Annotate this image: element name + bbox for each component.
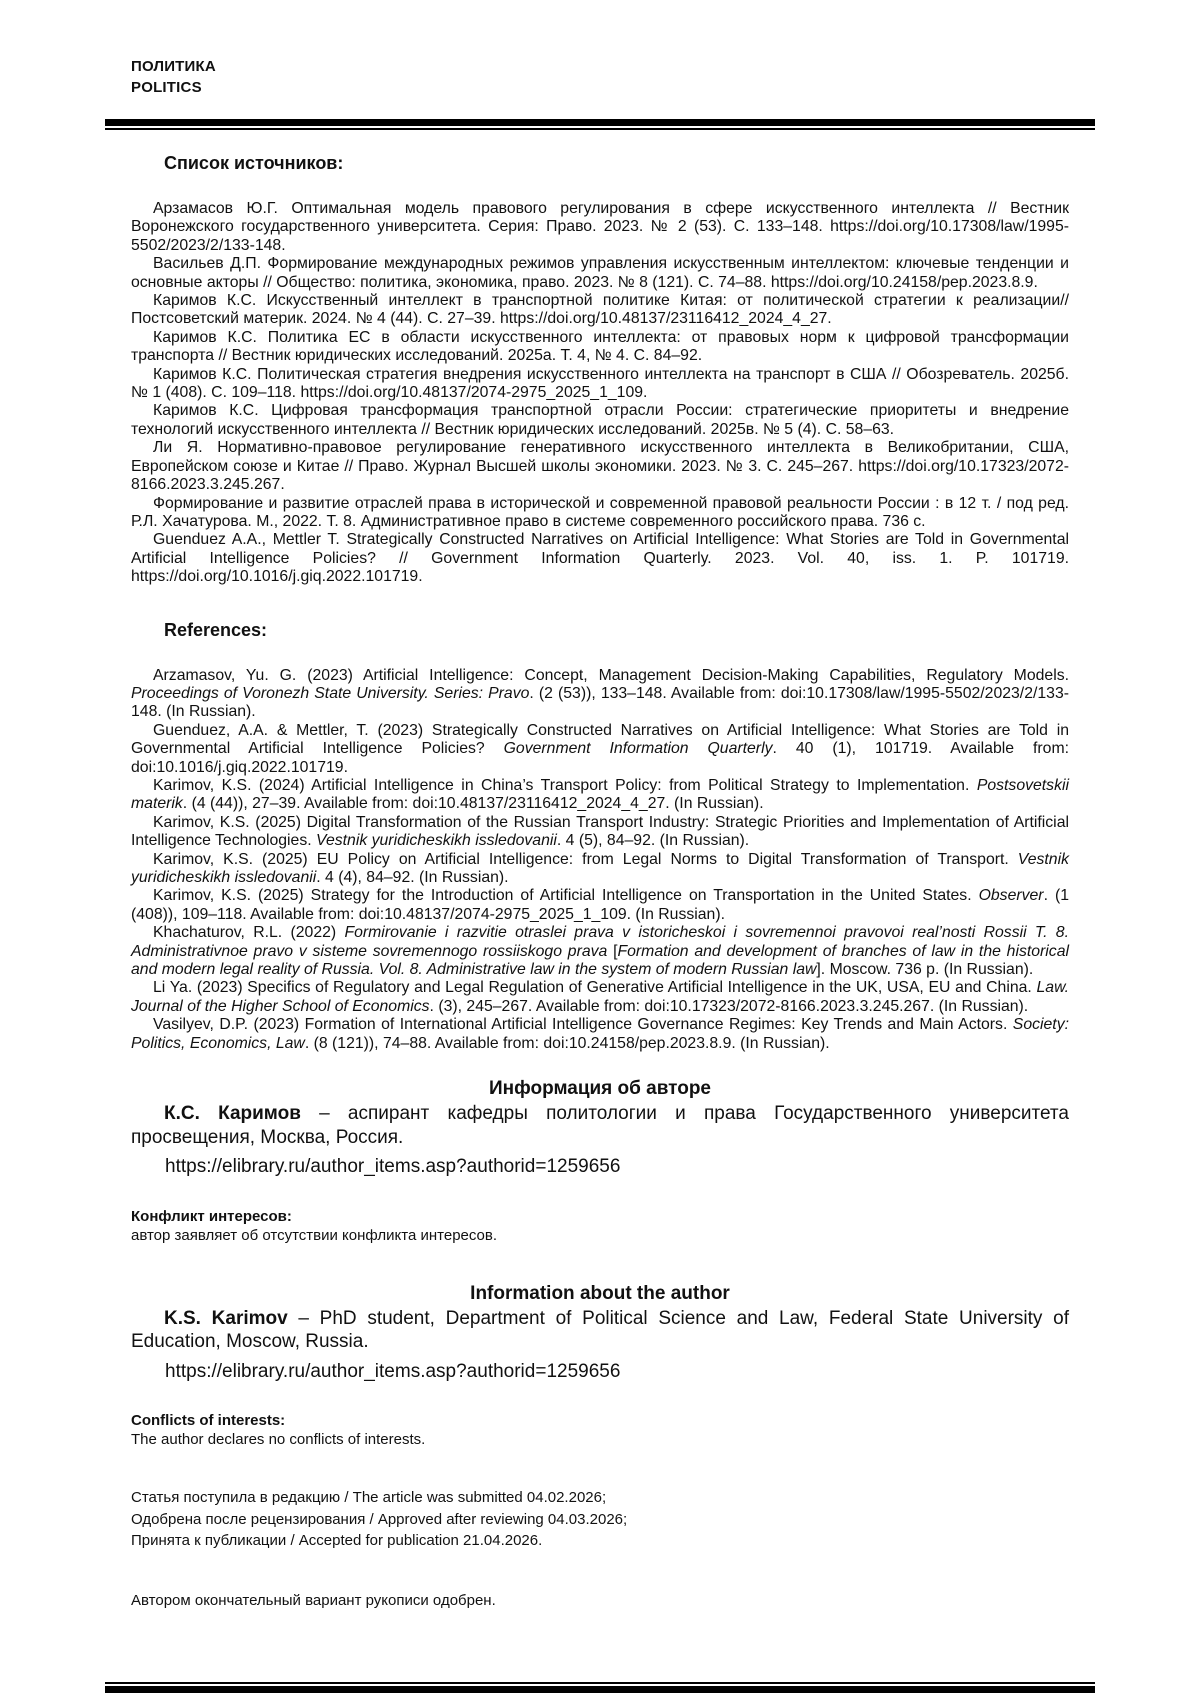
submitted-date-line: Статья поступила в редакцию / The article was submitted 04.02.2026; [131, 1489, 607, 1507]
author-profile-url-en: https://elibrary.ru/author_items.asp?authorid=1259656 [165, 1360, 621, 1382]
running-head [131, 56, 1069, 98]
footer-rule [105, 1682, 1095, 1693]
reference-item: Karimov, K.S. (2025) Digital Transformation of the Russian Transport Industry: Strategic Priorities and Implementation of Artificial Intelligence Technologies. Vestnik yuridicheskikh issledovanii. 4 (5), 84–92. (In Russian). [131, 813, 1069, 850]
author-info-en-heading: Information about the author [470, 1282, 730, 1304]
conflict-of-interest-text-ru: автор заявляет об отсутствии конфликта интересов. [131, 1226, 498, 1244]
reference-item: Li Ya. (2023) Specifics of Regulatory and Legal Regulation of Generative Artificial Intelligence in the UK, USA, EU and China. Law. Journal of the Higher School of Economics. (3), 245–267. Available from: doi:10.17323/2072-8166.2023.3.245.267. (In Russian). [131, 979, 1069, 1015]
reference-item: Guenduez, A.A. & Mettler, T. (2023) Strategically Constructed Narratives on Artificial Intelligence: What Stories are Told in Governmental Artificial Intelligence Policies? Government Information Quarterly. 40 (1), 101719. Available from: doi:10.1016/j.giq.2022.101719. [131, 721, 1069, 776]
submission-dates [131, 1487, 1069, 1552]
author-info-ru [131, 1102, 1069, 1149]
conflict-of-interest-heading-en: Conflicts of interests: [131, 1412, 286, 1430]
author-name-ru: К.С. Каримов [164, 1103, 301, 1125]
reference-item: Каримов К.С. Искусственный интеллект в транспортной политике Китая: от политической стратегии к реализации// Постсоветский материк. 2024. № 4 (44). С. 27–39. https://doi.org/10.48137/23116412_2024_4_27. [131, 292, 1069, 328]
running-head-ru: ПОЛИТИКА [131, 58, 216, 75]
reference-item: Каримов К.С. Цифровая трансформация транспортной отрасли России: стратегические приоритеты и внедрение технологий искусственного интеллекта // Вестник юридических исследований. 2025в. № 5 (4). С. 58–63. [131, 402, 1069, 438]
reference-item: Karimov, K.S. (2025) Strategy for the Introduction of Artificial Intelligence on Transportation in the United States. Observer. (1 (408)), 109–118. Available from: doi:10.48137/2074-2975_2025_1_109. (In Russian). [131, 887, 1069, 923]
author-description-ru: – аспирант кафедры политологии и права Государственного университета просвещения, Москва, Россия. [131, 1103, 1069, 1148]
manuscript-approval-note: Автором окончательный вариант рукописи одобрен. [131, 1591, 496, 1609]
author-description-en: – PhD student, Department of Political Science and Law, Federal State University of Education, Moscow, Russia. [131, 1307, 1069, 1353]
reference-item: Guenduez A.A., Mettler T. Strategically Constructed Narratives on Artificial Intelligence: What Stories are Told in Governmental Artificial Intelligence Policies? // Government Information Quarterly. 2023. Vol. 40, iss. 1. P. 101719. https://doi.org/10.1016/j.giq.2022.101719. [131, 531, 1069, 586]
conflict-of-interest-text-en: The author declares no conflicts of interests. [131, 1431, 426, 1449]
reference-item: Arzamasov, Yu. G. (2023) Artificial Intelligence: Concept, Management Decision-Making Capabilities, Regulatory Models. Proceedings of Voronezh State University. Series: Pravo. (2 (53)), 133–148. Available from: doi:10.17308/law/1995-5502/2023/2/133-148. (In Russian). [131, 666, 1069, 721]
reference-item: Каримов К.С. Политика ЕС в области искусственного интеллекта: от правовых норм к цифровой трансформации транспорта // Вестник юридических исследований. 2025а. Т. 4, № 4. С. 84–92. [131, 328, 1069, 365]
author-info-en [131, 1307, 1069, 1354]
author-name-en: K.S. Karimov [164, 1307, 288, 1329]
author-info-ru-heading: Информация об авторе [488, 1078, 712, 1100]
accepted-date-line: Принята к публикации / Accepted for publication 21.04.2026. [131, 1532, 543, 1550]
conflict-of-interest-heading-ru: Конфликт интересов: [131, 1207, 292, 1225]
reference-item: Формирование и развитие отраслей права в исторической и современной правовой реальности России : в 12 т. / под ред. Р.Л. Хачатурова. М., 2022. Т. 8. Административное право в системе современного российского права. 736 с. [131, 494, 1069, 530]
references-en-heading: References: [164, 619, 268, 640]
reference-item: Khachaturov, R.L. (2022) Formirovanie i razvitie otraslei prava v istoricheskoi i sovremennoi pravovoi real’nosti Rossii T. 8. Administrativnoe pravo v sisteme sovremennogo rossiiskogo prava [Formation and development of branches of law in the historical and modern legal reality of Russia. Vol. 8. Administrative law in the system of modern Russian law]. Moscow. 736 p. (In Russian). [131, 924, 1069, 979]
references-en-list [131, 667, 1069, 1054]
reference-item: Vasilyev, D.P. (2023) Formation of International Artificial Intelligence Governance Regimes: Key Trends and Main Actors. Society: Politics, Economics, Law. (8 (121)), 74–88. Available from: doi:10.24158/pep.2023.8.9. (In Russian). [131, 1016, 1069, 1052]
running-head-en: POLITICS [131, 79, 202, 96]
reference-item: Karimov, K.S. (2024) Artificial Intelligence in China’s Transport Policy: from Political Strategy to Implementation. Postsovetskii materik. (4 (44)), 27–39. Available from: doi:10.48137/23116412_2024_4_27. (In Russian). [131, 776, 1069, 813]
reference-item: Ли Я. Нормативно-правовое регулирование генеративного искусственного интеллекта в Великобритании, США, Европейском союзе и Китае // Право. Журнал Высшей школы экономики. 2023. № 3. С. 245–267. https://doi.org/10.17323/2072-8166.2023.3.245.267. [131, 439, 1069, 494]
header-rule [105, 119, 1095, 130]
sources-ru-heading: Список источников: [164, 153, 344, 173]
reference-item: Karimov, K.S. (2025) EU Policy on Artificial Intelligence: from Legal Norms to Digital Transformation of Transport. Vestnik yuridicheskikh issledovanii. 4 (4), 84–92. (In Russian). [131, 850, 1069, 886]
reference-item: Васильев Д.П. Формирование международных режимов управления искусственным интеллектом: ключевые тенденции и основные акторы // Общество: политика, экономика, право. 2023. № 8 (121). С. 74–88. https://doi.org/10.24158/pep.2023.8.9. [131, 255, 1069, 291]
reference-item: Арзамасов Ю.Г. Оптимальная модель правового регулирования в сфере искусственного интеллекта // Вестник Воронежского государственного университета. Серия: Право. 2023. № 2 (53). С. 133–148. https://doi.org/10.17308/law/1995-5502/2023/2/133-148. [131, 200, 1069, 254]
author-profile-url-ru: https://elibrary.ru/author_items.asp?authorid=1259656 [165, 1156, 621, 1178]
sources-ru-list [131, 200, 1069, 587]
approved-date-line: Одобрена после рецензирования / Approved after reviewing 04.03.2026; [131, 1510, 628, 1528]
reference-item: Каримов К.С. Политическая стратегия внедрения искусственного интеллекта на транспорт в США // Обозреватель. 2025б. № 1 (408). С. 109–118. https://doi.org/10.48137/2074-2975_2025_1_109. [131, 365, 1069, 402]
